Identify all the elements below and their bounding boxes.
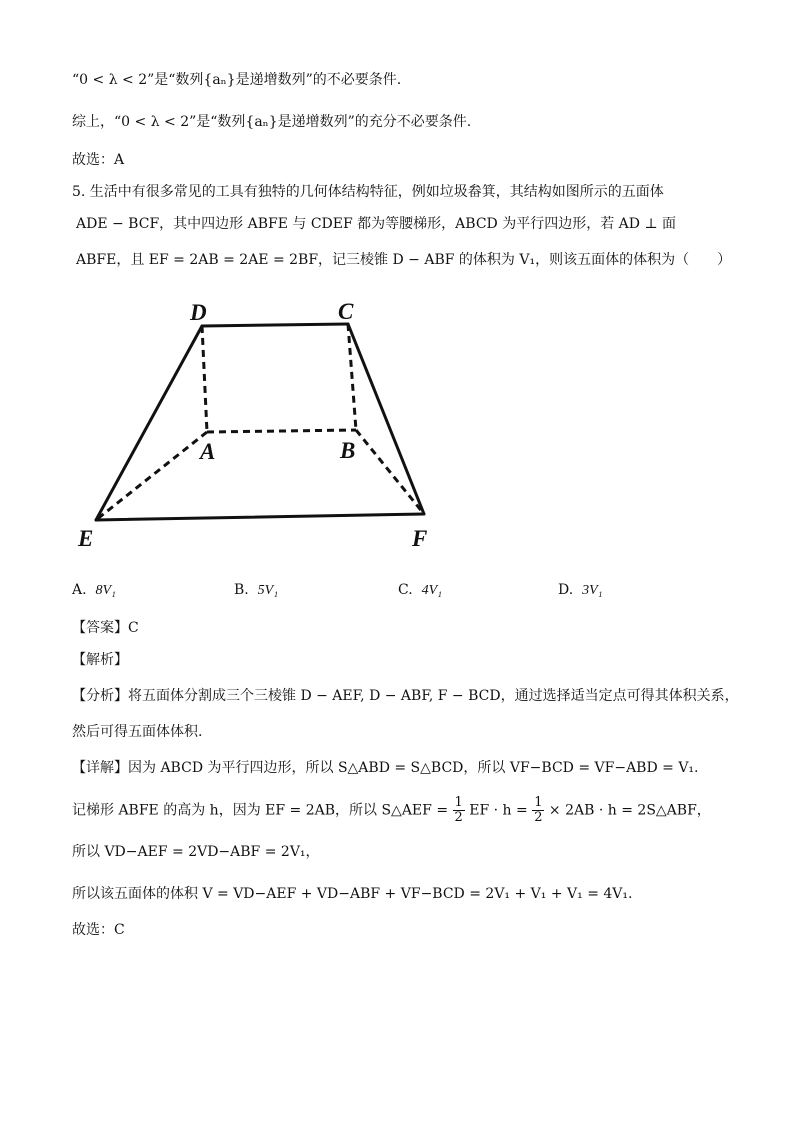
answer-tag: 【答案】: [72, 620, 128, 636]
answer-value: C: [128, 620, 139, 636]
detail-line-5: 故选：C: [72, 922, 125, 938]
edge-DA: [202, 326, 207, 432]
question-line-c: ABFE，且 EF = 2AB = 2AE = 2BF，记三棱锥 D − ABF 的体积为 V₁，则该五面体的体积为（ ）: [76, 252, 732, 268]
label-E: E: [78, 526, 94, 551]
option-a: A. 8V₁: [72, 582, 116, 598]
analysis-heading: 【解析】: [72, 652, 128, 668]
edge-AE: [96, 432, 207, 520]
edge-DC: [202, 324, 348, 326]
detail-line-1: 【详解】因为 ABCD 为平行四边形，所以 S△ABD = S△BCD，所以 VF−BCD = VF−ABD = V₁.: [72, 760, 699, 776]
option-d: D. 3V₁: [558, 582, 603, 598]
option-c: C. 4V₁: [398, 582, 442, 598]
label-B: B: [340, 438, 356, 463]
edge-DE: [96, 326, 202, 520]
label-D: D: [190, 300, 207, 325]
label-C: C: [338, 299, 354, 324]
fenxi-line-1: 【分析】将五面体分割成三个三棱锥 D − AEF, D − ABF, F − BCD，通过选择适当定点可得其体积关系，: [72, 688, 739, 704]
fraction-half-2: $\frac{1}{2}$: [534, 795, 543, 825]
line-1: “0 < λ < 2”是“数列{aₙ}是递增数列”的不必要条件.: [72, 72, 402, 88]
edge-BF: [356, 430, 424, 514]
line-2: 综上，“0 < λ < 2”是“数列{aₙ}是递增数列”的充分不必要条件.: [72, 114, 472, 130]
label-A: A: [200, 439, 216, 464]
fenxi-line-2: 然后可得五面体体积.: [72, 724, 203, 740]
fraction-half-1: $\frac{1}{2}$: [454, 795, 463, 825]
line-3: 故选：A: [72, 152, 125, 168]
fenxi-tag: 【分析】: [72, 688, 128, 704]
detail-line-4: 所以该五面体的体积 V = VD−AEF + VD−ABF + VF−BCD = 2V₁ + V₁ + V₁ = 4V₁.: [72, 886, 633, 902]
detail-line-2: 记梯形 ABFE 的高为 h，因为 EF = 2AB，所以 S△AEF = $\frac{1}{2}$ EF · h = $\frac{1}{2}$ × 2AB · h = 2S△ABF，: [72, 795, 711, 825]
edge-CF: [348, 324, 424, 514]
detail-line-3: 所以 VD−AEF = 2VD−ABF = 2V₁，: [72, 844, 320, 860]
answer-line: [72, 618, 139, 638]
edge-AB: [207, 430, 356, 432]
edge-EF: [96, 514, 424, 520]
label-F: F: [412, 526, 428, 551]
option-b: B. 5V₁: [234, 582, 279, 598]
question-line-a: 5. 生活中有很多常见的工具有独特的几何体结构特征，例如垃圾畚箕，其结构如图所示的五面体: [72, 184, 664, 200]
detail-tag: 【详解】: [72, 760, 128, 776]
question-line-b: ADE − BCF，其中四边形 ABFE 与 CDEF 都为等腰梯形，ABCD 为平行四边形，若 AD ⊥ 面: [76, 216, 677, 232]
